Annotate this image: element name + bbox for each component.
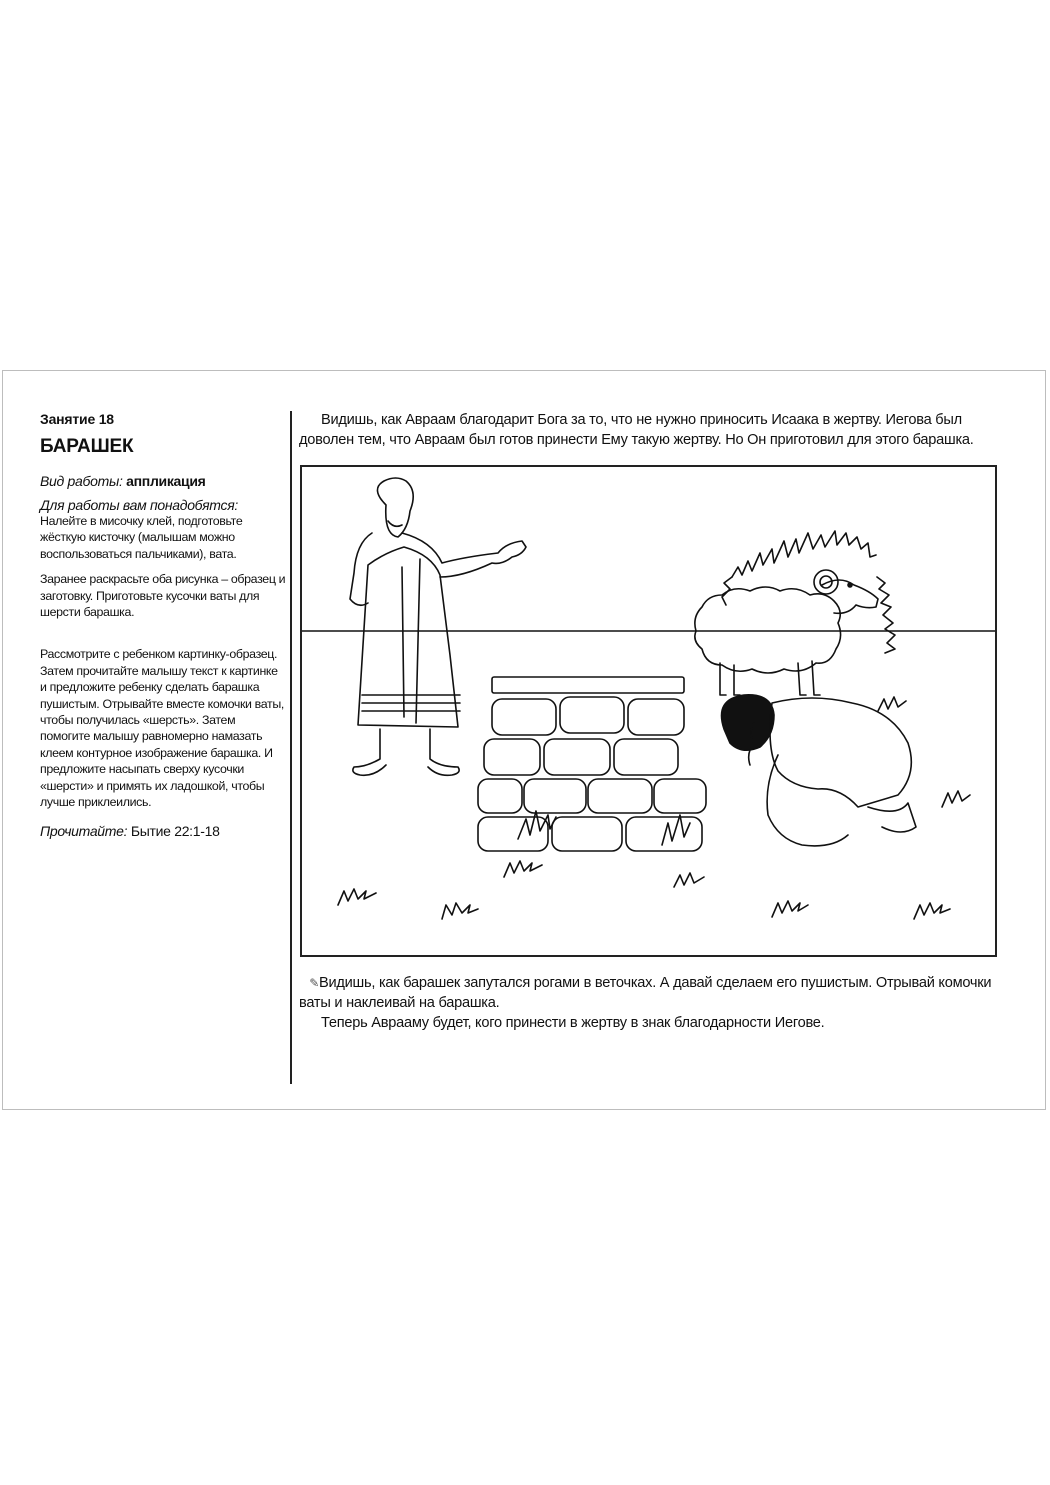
task-paragraph-1 [299,973,999,1013]
column-divider [290,411,292,1084]
worksheet-page [2,370,1046,1110]
intro-paragraph [299,410,999,450]
altar-drawing [478,677,706,851]
lesson-number: Занятие 18 [40,411,114,427]
task-paragraph-2 [299,1013,999,1033]
abraham-drawing [350,478,526,775]
illustration-svg [302,467,995,955]
pencil-icon: ✎ [309,976,319,990]
task-paragraphs [299,973,999,1033]
prep-text: Заранее раскрасьте оба рисунка – образец и заготовку. Приготовьте кусочки ваты для шерсти барашка. [40,572,286,620]
sidebar [40,411,286,839]
isaac-drawing [722,695,917,846]
grass-tufts [338,697,970,919]
work-type [40,473,286,489]
work-type-label: Вид работы: [40,473,123,489]
instructions-text: Рассмотрите с ребенком картинку-образец. Затем прочитайте малышу текст к картинке и предложите ребенку сделать барашка пушистым. Отрывайте вместе комочки ваты, чтобы получилась «шерсть». Затем помогите малышу равномерно намазать клеем контурное изображение барашка. И предложите насыпать сверху кусочки «шерсти» и примять их ладошкой, чтобы лучше приклеились. [40,647,285,810]
task-text-1: Видишь, как барашек запутался рогами в веточках. А давай сделаем его пушистым. Отрывай комочки ваты и наклеивай на барашка. [299,975,992,1011]
intro-text: Видишь, как Авраам благодарит Бога за то, что не нужно приносить Исаака в жертву. Иегова был доволен тем, что Авраам был готов принести Ему такую жертву. Но Он приготовил для этого барашка. [299,412,974,448]
read-value: Бытие 22:1-18 [130,822,220,839]
materials-label: Для работы вам понадобятся: [40,497,238,513]
read-reference [40,823,286,839]
materials-text: Налейте в мисочку клей, подготовьте жёсткую кисточку (малышам можно воспользоваться пальчиками), вата. [40,514,243,561]
read-label: Прочитайте: [40,822,128,839]
ram-drawing [695,570,878,695]
coloring-illustration [300,465,997,957]
task-text-2: Теперь Аврааму будет, кого принести в жертву в знак благодарности Иегове. [321,1015,825,1031]
lesson-title: БАРАШЕК [40,436,134,457]
work-type-value: аппликация [126,473,206,489]
